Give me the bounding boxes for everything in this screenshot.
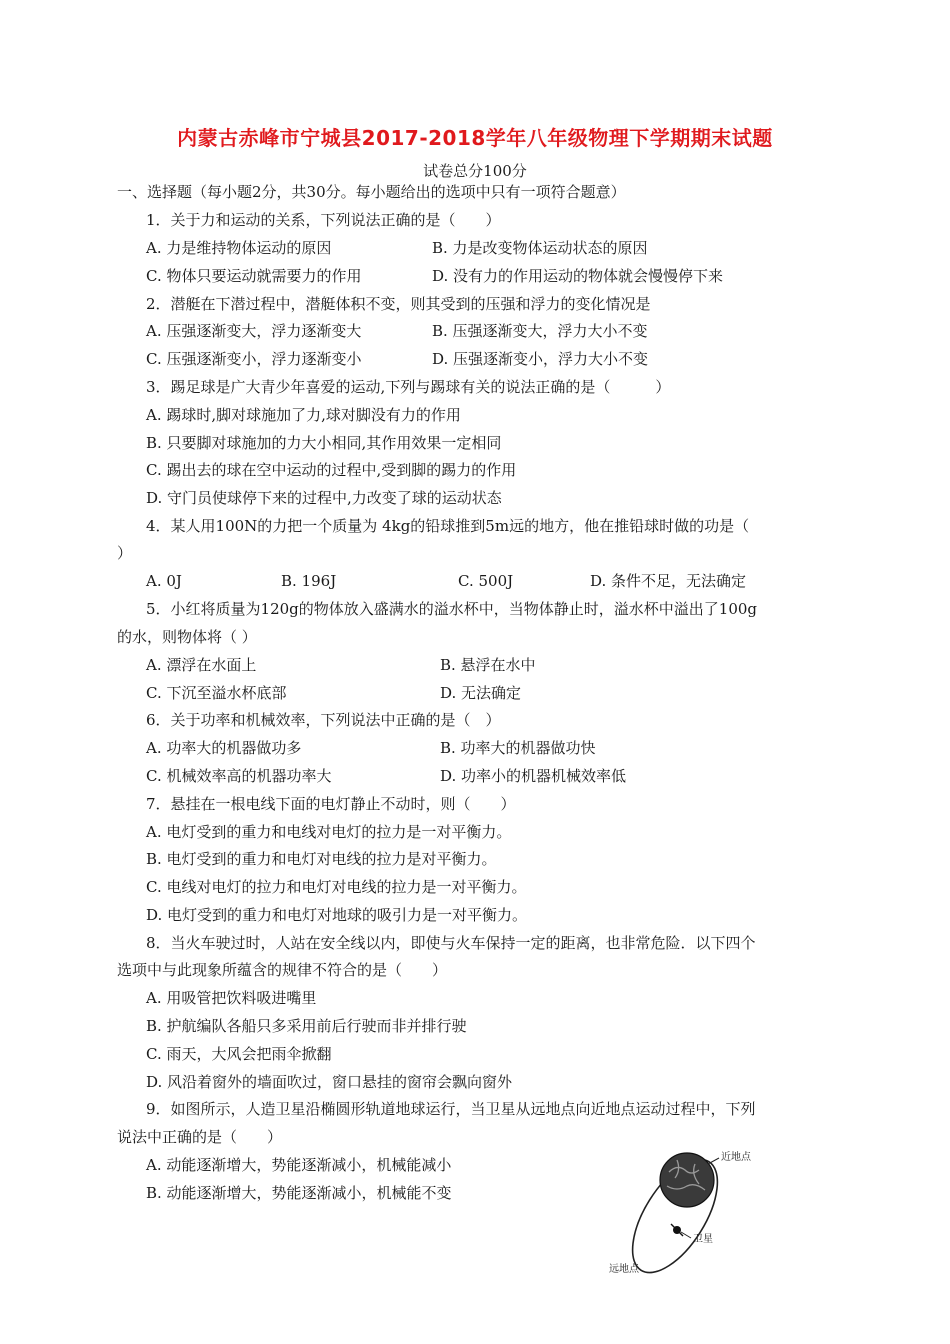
q6-option-b: B. 功率大的机器做功快 [440,739,596,757]
orbit-diagram [605,1138,795,1288]
q7-option-c: C. 电线对电灯的拉力和电灯对电线的拉力是一对平衡力。 [146,878,527,896]
q5-stem-line1: 5．小红将质量为120g的物体放入盛满水的溢水杯中，当物体静止时，溢水杯中溢出了100g [146,600,758,618]
perigee-label: 近地点 [721,1152,751,1163]
q4-option-c: C. 500J [458,572,514,590]
q6-option-d: D. 功率小的机器机械效率低 [440,767,627,785]
q5-option-d: D. 无法确定 [440,684,522,702]
q4-stem-line1: 4．某人用100N的力把一个质量为 4kg的铅球推到5m远的地方，他在推铅球时做的功是（ [146,517,750,535]
apogee-label: 远地点 [609,1264,639,1275]
q1-option-b: B. 力是改变物体运动状态的原因 [432,239,648,257]
q3-option-d: D. 守门员使球停下来的过程中,力改变了球的运动状态 [146,489,502,507]
exam-title: 内蒙古赤峰市宁城县2017-2018学年八年级物理下学期期末试题 [177,126,773,150]
q5-option-b: B. 悬浮在水中 [440,656,536,674]
satellite-label: 卫星 [693,1234,713,1245]
q3-stem: 3．踢足球是广大青少年喜爱的运动,下列与踢球有关的说法正确的是（ ） [146,378,671,396]
q2-option-b: B. 压强逐渐变大，浮力大小不变 [432,322,648,340]
q8-option-a: A. 用吸管把饮料吸进嘴里 [146,989,317,1007]
q5-option-c: C. 下沉至溢水杯底部 [146,684,287,702]
q9-stem-line2: 说法中正确的是（ ） [117,1128,283,1146]
q2-option-c: C. 压强逐渐变小，浮力逐渐变小 [146,350,362,368]
q2-stem: 2．潜艇在下潜过程中，潜艇体积不变，则其受到的压强和浮力的变化情况是 [146,295,651,313]
q4-option-d: D. 条件不足，无法确定 [590,572,747,590]
q6-option-c: C. 机械效率高的机器功率大 [146,767,332,785]
q1-option-d: D. 没有力的作用运动的物体就会慢慢停下来 [432,267,724,285]
q4-option-b: B. 196J [281,572,337,590]
q8-option-d: D. 风沿着窗外的墙面吹过，窗口悬挂的窗帘会飘向窗外 [146,1073,513,1091]
q4-stem-line2: ） [117,544,133,562]
q5-stem-line2: 的水，则物体将（ ） [117,628,257,646]
perigee-pointer [708,1158,719,1164]
q9-stem-line1: 9．如图所示，人造卫星沿椭圆形轨道地球运行，当卫星从远地点向近地点运动过程中，下列 [146,1100,756,1118]
q8-option-b: B. 护航编队各船只多采用前后行驶而非并排行驶 [146,1017,467,1035]
q1-option-c: C. 物体只要运动就需要力的作用 [146,267,362,285]
section-heading: 一、选择题（每小题2分，共30分。每小题给出的选项中只有一项符合题意） [117,183,626,201]
q7-stem: 7．悬挂在一根电线下面的电灯静止不动时，则（ ） [146,795,516,813]
q7-option-a: A. 电灯受到的重力和电线对电灯的拉力是一对平衡力。 [146,823,512,841]
satellite-panel-icon [671,1224,683,1236]
q5-option-a: A. 漂浮在水面上 [146,656,257,674]
q1-option-a: A. 力是维持物体运动的原因 [146,239,332,257]
q3-option-a: A. 踢球时,脚对球施加了力,球对脚没有力的作用 [146,406,461,424]
q8-stem-line2: 选项中与此现象所蕴含的规律不符合的是（ ） [117,961,448,979]
q7-option-b: B. 电灯受到的重力和电灯对电线的拉力是对平衡力。 [146,850,497,868]
q6-option-a: A. 功率大的机器做功多 [146,739,302,757]
q1-stem: 1．关于力和运动的关系，下列说法正确的是（ ） [146,211,501,229]
q2-option-d: D. 压强逐渐变小，浮力大小不变 [432,350,649,368]
q9-option-a: A. 动能逐渐增大，势能逐渐减小，机械能减小 [146,1156,452,1174]
q8-option-c: C. 雨天，大风会把雨伞掀翻 [146,1045,332,1063]
satellite-orbit-figure [605,1138,795,1288]
q9-option-b: B. 动能逐渐增大，势能逐渐减小，机械能不变 [146,1184,452,1202]
earth-globe [660,1153,714,1207]
q4-option-a: A. 0J [146,572,182,590]
q3-option-c: C. 踢出去的球在空中运动的过程中,受到脚的踢力的作用 [146,461,517,479]
q7-option-d: D. 电灯受到的重力和电灯对地球的吸引力是一对平衡力。 [146,906,528,924]
q3-option-b: B. 只要脚对球施加的力大小相同,其作用效果一定相同 [146,434,502,452]
q8-stem-line1: 8．当火车驶过时，人站在安全线以内，即使与火车保持一定的距离，也非常危险．以下四个 [146,934,756,952]
exam-total-score: 试卷总分100分 [423,162,527,180]
q2-option-a: A. 压强逐渐变大，浮力逐渐变大 [146,322,362,340]
q6-stem: 6．关于功率和机械效率，下列说法中正确的是（ ） [146,711,501,729]
